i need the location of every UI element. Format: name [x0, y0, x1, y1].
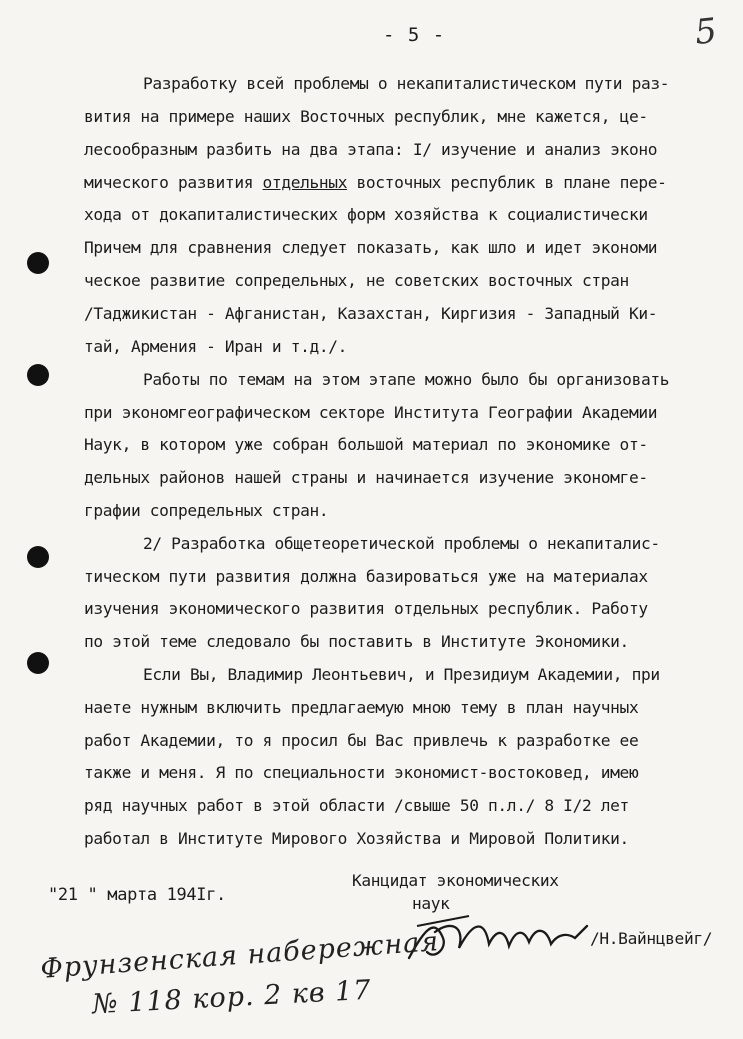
text-line: хода от докапиталистических форм хозяйства к социалистически [84, 205, 648, 224]
punch-hole [27, 364, 49, 386]
text-line: Работы по темам на этом этапе можно было бы организовать [143, 370, 670, 389]
text-line: изучения экономического развития отдельных республик. Работу [84, 599, 648, 618]
text-segment: восточных республик в плане пере- [356, 173, 667, 192]
text-line [84, 172, 667, 194]
text-line: Разработку всей проблемы о некапиталистическом пути раз- [143, 74, 670, 93]
handwritten-address-line: Фрунзенская набережная [39, 926, 441, 985]
text-line: ческое развитие сопредельных, не советских восточных стран [84, 271, 629, 290]
punch-hole [27, 652, 49, 674]
text-line: вития на примере наших Восточных республик, мне кажется, це- [84, 107, 648, 126]
text-line: тай, Армения - Иран и т.д./. [84, 337, 348, 356]
text-line: дельных районов нашей страны и начинается изучение экономге- [84, 468, 648, 487]
text-line: по этой теме следовало бы поставить в Институте Экономики. [84, 632, 629, 651]
text-line: лесообразным разбить на два этапа: I/ изучение и анализ эконо [84, 140, 658, 159]
author-title: Канцидат экономических [352, 871, 559, 890]
text-line: работ Академии, то я просил бы Вас привлечь к разработке ее [84, 731, 639, 750]
text-line: графии сопредельных стран. [84, 501, 329, 520]
handwritten-address-line: № 118 кор. 2 кв 17 [91, 974, 373, 1021]
text-line: ряд научных работ в этой области /свыше 50 п.л./ 8 I/2 лет [84, 796, 629, 815]
text-line: при экономгеографическом секторе Института Географии Академии [84, 403, 658, 422]
text-line: работал в Институте Мирового Хозяйства и Мировой Политики. [84, 829, 629, 848]
text-line: /Таджикистан - Афганистан, Казахстан, Киргизия - Западный Ки- [84, 304, 658, 323]
signer-name: /Н.Вайнцвейг/ [590, 929, 713, 948]
text-line: также и меня. Я по специальности экономист-востоковед, имею [84, 763, 639, 782]
punch-hole [27, 252, 49, 274]
text-segment: мического развития [84, 173, 254, 192]
handwritten-page-mark: 5 [692, 10, 719, 54]
text-line: тическом пути развития должна базироваться уже на материалах [84, 567, 648, 586]
page-number: - 5 - [383, 24, 446, 46]
text-line: Если Вы, Владимир Леонтьевич, и Президиум Академии, при [143, 665, 660, 684]
text-line: Причем для сравнения следует показать, как шло и идет экономи [84, 238, 658, 257]
text-line: Наук, в котором уже собран большой материал по экономике от- [84, 435, 648, 454]
text-line: 2/ Разработка общетеоретической проблемы о некапиталис- [143, 534, 660, 553]
text-line: наете нужным включить предлагаемую мною тему в план научных [84, 698, 639, 717]
author-title-continued: наук [412, 894, 450, 913]
underlined-word: отдельных [262, 173, 348, 192]
document-date: "21 " марта 194Iг. [48, 885, 226, 905]
punch-hole [27, 546, 49, 568]
